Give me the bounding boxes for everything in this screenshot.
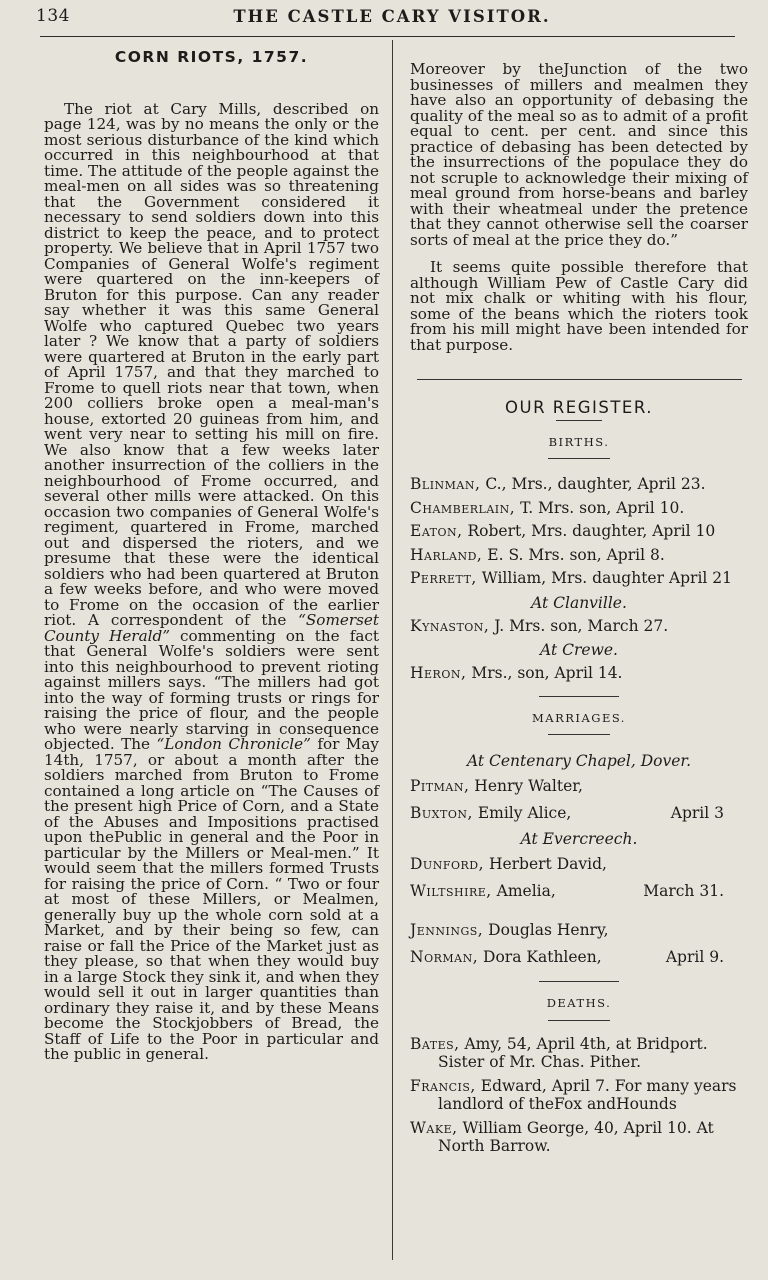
marriage-date: April 3 <box>670 804 724 822</box>
marriage-entry <box>410 917 748 944</box>
death-entry <box>410 1077 748 1113</box>
entry-text: William George, 40, April 10. At North Barrow. <box>438 1118 714 1155</box>
marriages-list <box>410 749 748 971</box>
marriage-entry <box>410 851 748 878</box>
title-underline <box>556 420 602 421</box>
column-rule <box>392 40 393 1260</box>
article-continuation: Moreover by theJunction of the two businesses of millers and mealmen they have also an opportunity of debasing the quality of the meal so as to admit of a profit equal to cent. per cent. and since this practice of debasing has been detected by the insurrections of the populace they do not scruple to acknowledge their mixing of meal ground from horse-beans and barley with their wheatmeal under the pretence that they cannot otherwise sell the coarser sorts of meal at the price they do.” <box>410 60 748 249</box>
entry-text: J. Mrs. son, March 27. <box>489 616 669 635</box>
birth-entry <box>410 615 748 639</box>
birth-entry <box>410 473 748 497</box>
marriages-heading: MARRIAGES. <box>532 710 626 725</box>
surname: Dunford, <box>410 855 485 873</box>
running-header <box>36 6 748 30</box>
entry-text: Henry Walter, <box>469 777 583 795</box>
birth-entry <box>410 567 748 591</box>
surname: Norman, <box>410 948 479 966</box>
article-text: The riot at Cary Mills, described on page 124, was by no means the only or the most serious disturbance of the kind which occurred in this neighbourhood at that time. The attitude of the people against the meal-men on all sides was so threatening that the Government considered it necessary to send soldiers down into this district to keep the peace, and to protect property. We believe that in April 1757 two Companies of General Wolfe's regiment were quartered on the inn-keepers of Bruton for this purpose. Can any reader say whether it was this same General Wolfe who captured Quebec two years later ? We know that a party of soldiers were quartered at Bruton in the early part of April 1757, and that they marched to Frome to quell riots near that town, when 200 colliers broke open a meal-man's house, extorted 20 guineas from him, and went very near to setting his mill on fire. We also know that a few weeks later another insurrection of the colliers in the neighbourhood of Frome occurred, and several other mills were attacked. On this occasion two companies of General Wolfe's regiment, quartered in Frome, marched out and dispersed the rioters, and we presume that these were the identical soldiers who had been quartered at Bruton a few weeks before, and who were moved to Frome on the occasion of the earlier riot. A correspondent of the <box>44 99 379 629</box>
article-paragraph <box>44 99 379 1063</box>
entry-text: T. Mrs. son, April 10. <box>515 498 685 517</box>
left-column <box>44 50 379 1063</box>
marriage-entry <box>410 773 748 800</box>
header-rule <box>40 36 735 37</box>
article-text-c: for May 14th, 1757, or about a month after the soldiers marched from Bruton to Frome contained a long article on “The Causes of the present high Price of Corn, and a State of the Abuses and Impositions practised upon thePublic in general and the Poor in particular by the Millers or Meal-men.” It would seem that the millers formed Trusts for raising the price of Corn. “ Two or four at most of these Millers, or Mealmen, generally buy up the whole corn sold at a Market, and by their being so few, can raise or fall the Price of the Market just as they please, so that when they would buy in a large Stock they sink it, and when they would sell it out in larger quantities than ordinary they raise it, and by these Means become the Stockjobbers of Bread, the Staff of Life to the Poor in particular and the public in general. <box>44 735 379 1063</box>
birth-entry <box>410 497 748 521</box>
surname: Eaton, <box>410 522 463 540</box>
article-closing: It seems quite possible therefore that although William Pew of Castle Cary did not mix chalk or whiting with his flour, some of the beans which the rioters took from his mill might have been intended for that purpose. <box>410 258 748 354</box>
entry-text: Douglas Henry, <box>483 921 609 939</box>
marriage-entry <box>410 800 748 827</box>
entry-text: Emily Alice, <box>472 804 572 822</box>
place-clanville: At Clanville. <box>531 593 627 612</box>
surname: Pitman, <box>410 777 470 795</box>
deaths-heading: DEATHS. <box>546 996 612 1010</box>
surname: Wake, <box>410 1118 458 1137</box>
marriage-date: March 31. <box>643 882 724 900</box>
surname: Wiltshire, <box>410 882 492 900</box>
surname: Heron, <box>410 664 467 682</box>
deaths-divider <box>539 981 619 982</box>
newspaper-somerset: “Somerset County Herald” <box>44 611 379 645</box>
entry-text: Herbert David, <box>484 855 607 873</box>
birth-entry <box>410 544 748 568</box>
place-dover: At Centenary Chapel, Dover. <box>466 752 692 770</box>
marriages-rule <box>548 734 610 735</box>
article-text-b: commenting on the fact that General Wolfe's soldiers were sent into this neighbourhood to prevent rioting against millers says. “The millers had got into the way of forming trusts or rings for raising the price of flour, and the people who were nearly starving in consequence objected. The <box>44 626 379 753</box>
journal-title: THE CASTLE CARY VISITOR. <box>233 7 551 26</box>
surname: Kynaston, <box>410 616 490 635</box>
surname: Harland, <box>410 545 483 564</box>
place-evercreech: At Evercreech. <box>520 830 638 848</box>
entry-text: C., Mrs., daughter, April 23. <box>480 475 706 493</box>
marriage-date: April 9. <box>665 948 724 966</box>
entry-text: Amelia, <box>491 882 556 900</box>
entry-text: E. S. Mrs. son, April 8. <box>482 545 665 564</box>
entry-text: Mrs., son, April 14. <box>466 664 623 682</box>
spacer <box>410 905 748 917</box>
page-number: 134 <box>36 6 70 26</box>
right-column <box>410 62 748 1161</box>
birth-entry <box>410 662 748 686</box>
article-title: CORN RIOTS, 1757. <box>114 48 309 66</box>
place-crewe: At Crewe. <box>540 641 618 659</box>
section-divider <box>417 379 742 380</box>
surname: Perrett, <box>410 569 477 587</box>
entry-text: Amy, 54, April 4th, at Bridport. Sister of Mr. Chas. Pither. <box>438 1034 708 1071</box>
surname: Blinman, <box>410 475 481 493</box>
births-list <box>410 473 748 686</box>
deaths-list <box>410 1035 748 1155</box>
deaths-rule <box>548 1020 610 1021</box>
surname: Francis, <box>410 1076 476 1095</box>
register-title: OUR REGISTER. <box>505 398 653 417</box>
births-heading: BIRTHS. <box>548 434 610 449</box>
marriage-entry <box>410 944 748 971</box>
surname: Buxton, <box>410 804 473 822</box>
surname: Bates, <box>410 1034 460 1053</box>
entry-text: Dora Kathleen, <box>478 948 602 966</box>
death-entry <box>410 1119 748 1155</box>
entry-text: William, Mrs. daughter April 21 <box>476 569 733 587</box>
surname: Chamberlain, <box>410 498 516 517</box>
entry-text: Robert, Mrs. daughter, April 10 <box>462 522 716 540</box>
births-rule <box>548 458 610 459</box>
surname: Jennings, <box>410 921 484 939</box>
marriages-divider <box>539 696 619 697</box>
entry-text: Edward, April 7. For many years landlord of theFox andHounds <box>438 1076 737 1113</box>
death-entry <box>410 1035 748 1071</box>
newspaper-chronicle: “London Chronicle” <box>156 735 311 753</box>
marriage-entry <box>410 878 748 905</box>
birth-entry <box>410 520 748 544</box>
